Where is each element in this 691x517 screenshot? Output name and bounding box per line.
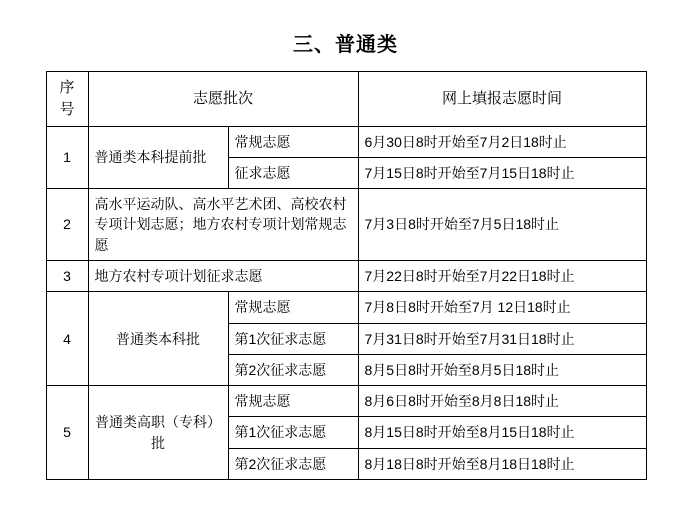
table-row bbox=[46, 260, 646, 291]
sub-batch-cell: 第1次征求志愿 bbox=[228, 417, 358, 448]
reporting-time-cell: 8月18日8时开始至8月18日18时止 bbox=[358, 448, 646, 479]
batch-name-cell: 普通类本科批 bbox=[88, 292, 228, 386]
reporting-time-cell: 8月15日8时开始至8月15日18时止 bbox=[358, 417, 646, 448]
table-header-row bbox=[46, 72, 646, 127]
header-batch: 志愿批次 bbox=[88, 72, 358, 127]
schedule-table-wrapper bbox=[46, 71, 646, 480]
table-header bbox=[46, 72, 646, 127]
reporting-time-cell: 6月30日8时开始至7月2日18时止 bbox=[358, 126, 646, 157]
row-number-cell: 2 bbox=[46, 189, 88, 261]
row-number-cell: 1 bbox=[46, 126, 88, 189]
table-row bbox=[46, 189, 646, 261]
volunteer-schedule-table bbox=[46, 71, 647, 480]
table-row bbox=[46, 126, 646, 157]
batch-name-cell: 高水平运动队、高水平艺术团、高校农村专项计划志愿；地方农村专项计划常规志愿 bbox=[88, 189, 358, 261]
batch-name-cell: 普通类本科提前批 bbox=[88, 126, 228, 189]
batch-name-cell: 普通类高职（专科）批 bbox=[88, 386, 228, 480]
sub-batch-cell: 常规志愿 bbox=[228, 386, 358, 417]
sub-batch-cell: 常规志愿 bbox=[228, 126, 358, 157]
page-title: 三、普通类 bbox=[293, 34, 398, 56]
document-page bbox=[0, 28, 691, 517]
sub-batch-cell: 常规志愿 bbox=[228, 292, 358, 323]
sub-batch-cell: 征求志愿 bbox=[228, 157, 358, 188]
batch-name-cell: 地方农村专项计划征求志愿 bbox=[88, 260, 358, 291]
table-row bbox=[46, 386, 646, 417]
header-no: 序号 bbox=[46, 72, 88, 127]
reporting-time-cell: 7月31日8时开始至7月31日18时止 bbox=[358, 323, 646, 354]
row-number-cell: 4 bbox=[46, 292, 88, 386]
row-number-cell: 5 bbox=[46, 386, 88, 480]
sub-batch-cell: 第1次征求志愿 bbox=[228, 323, 358, 354]
reporting-time-cell: 7月15日8时开始至7月15日18时止 bbox=[358, 157, 646, 188]
reporting-time-cell: 7月3日8时开始至7月5日18时止 bbox=[358, 189, 646, 261]
table-row bbox=[46, 292, 646, 323]
row-number-cell: 3 bbox=[46, 260, 88, 291]
sub-batch-cell: 第2次征求志愿 bbox=[228, 354, 358, 385]
reporting-time-cell: 7月8日8时开始至7月 12日18时止 bbox=[358, 292, 646, 323]
sub-batch-cell: 第2次征求志愿 bbox=[228, 448, 358, 479]
reporting-time-cell: 8月5日8时开始至8月5日18时止 bbox=[358, 354, 646, 385]
reporting-time-cell: 7月22日8时开始至7月22日18时止 bbox=[358, 260, 646, 291]
header-time: 网上填报志愿时间 bbox=[358, 72, 646, 127]
table-body bbox=[46, 126, 646, 480]
reporting-time-cell: 8月6日8时开始至8月8日18时止 bbox=[358, 386, 646, 417]
